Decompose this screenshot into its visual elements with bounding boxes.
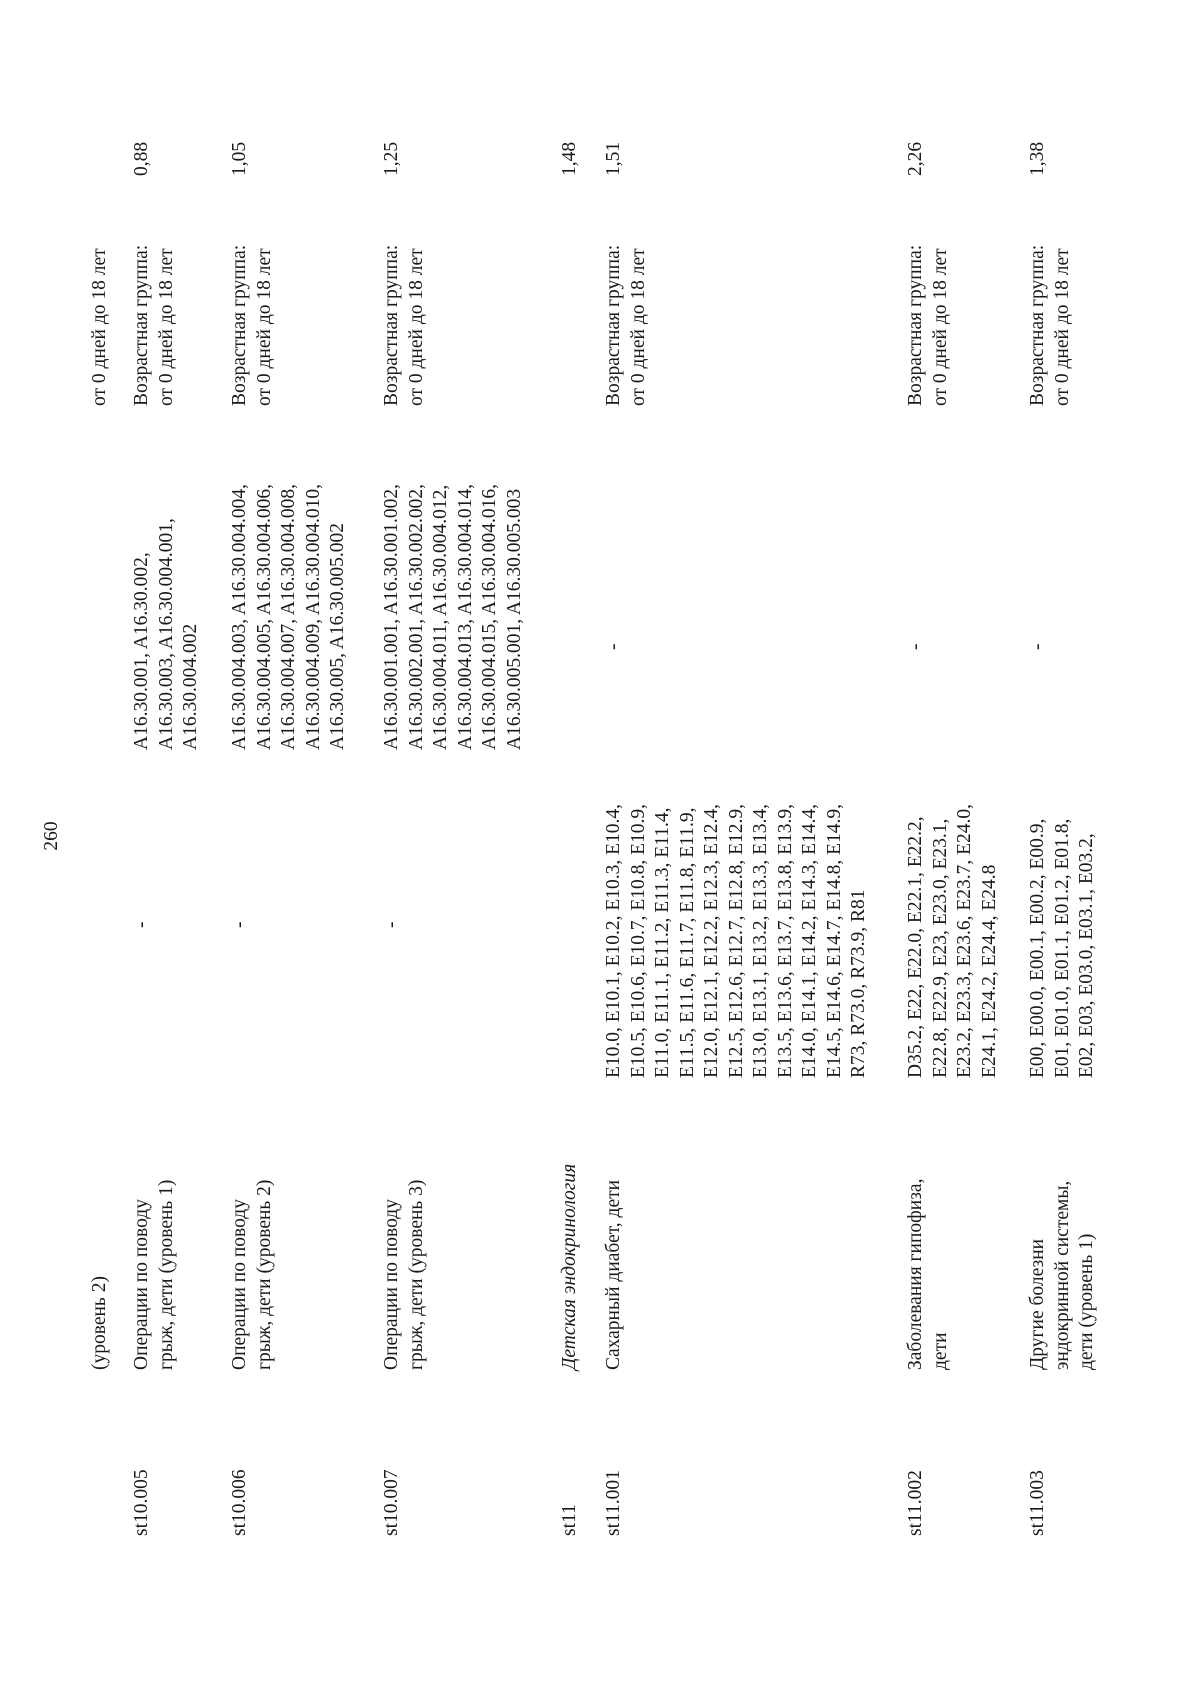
row-coefficient: 1,38 bbox=[1027, 141, 1048, 176]
row-services: - bbox=[1027, 643, 1048, 650]
row-criteria: Возрастная группа: от 0 дней до 18 лет bbox=[381, 244, 427, 406]
row-services: A16.30.004.003, A16.30.004.004, A16.30.004.005, A16.30.004.006, A16.30.004.007, A16.30.004.008, A16.30.004.009, A16.30.004.010, A16.30.005, A16.30.005.002 bbox=[229, 484, 348, 750]
row-criteria: Возрастная группа: от 0 дней до 18 лет bbox=[603, 244, 649, 406]
row-diagnoses: - bbox=[381, 921, 402, 928]
row-name: Операции по поводу грыж, дети (уровень 1) bbox=[131, 1179, 177, 1370]
row-coefficient: 0,88 bbox=[131, 141, 152, 176]
row-code: st11.002 bbox=[905, 1470, 926, 1536]
row-code: st11.003 bbox=[1027, 1470, 1048, 1536]
row-diagnoses: - bbox=[131, 921, 152, 928]
page-number: 260 bbox=[41, 821, 62, 851]
row-services: - bbox=[905, 643, 926, 650]
row-coefficient: 1,51 bbox=[603, 141, 624, 176]
row-code: st10.005 bbox=[131, 1469, 152, 1536]
row-diagnoses: - bbox=[229, 921, 250, 928]
row-diagnoses: E00, E00.0, E00.1, E00.2, E00.9, E01, E01.0, E01.1, E01.2, E01.8, E02, E03, E03.0, E03.1, E03.2, bbox=[1027, 818, 1097, 1078]
row-diagnoses: D35.2, E22, E22.0, E22.1, E22.2, E22.8, E22.9, E23, E23.0, E23.1, E23.2, E23.3, E23.6, E23.7, E24.0, E24.1, E24.2, E24.4, E24.8 bbox=[905, 803, 1000, 1078]
row-criteria: Возрастная группа: от 0 дней до 18 лет bbox=[1027, 244, 1073, 406]
row-coefficient: 1,25 bbox=[381, 141, 402, 176]
row-code: st10.006 bbox=[229, 1469, 250, 1536]
section-coefficient: 1,48 bbox=[559, 141, 580, 176]
continued-row-criteria: от 0 дней до 18 лет bbox=[89, 248, 110, 406]
row-criteria: Возрастная группа: от 0 дней до 18 лет bbox=[229, 244, 275, 406]
continued-row-name: (уровень 2) bbox=[89, 1276, 110, 1370]
row-name: Другие болезни эндокринной системы, дети (уровень 1) bbox=[1027, 1180, 1097, 1370]
row-code: st11.001 bbox=[603, 1470, 624, 1536]
row-coefficient: 1,05 bbox=[229, 141, 250, 176]
row-criteria: Возрастная группа: от 0 дней до 18 лет bbox=[905, 244, 951, 406]
row-name: Сахарный диабет, дети bbox=[603, 1179, 624, 1370]
row-name: Операции по поводу грыж, дети (уровень 2) bbox=[229, 1179, 275, 1370]
section-code: st11 bbox=[559, 1504, 580, 1536]
row-name: Операции по поводу грыж, дети (уровень 3) bbox=[381, 1179, 427, 1370]
row-diagnoses: E10.0, E10.1, E10.2, E10.3, E10.4, E10.5, E10.6, E10.7, E10.8, E10.9, E11.0, E11.1, E11.2, E11.3, E11.4, E11.5, E11.6, E11.7, E11.8, E11.9, E12.0, E12.1, E12.2, E12.3, E12.4, E12.5, E12.6, E12.7, E12.8, E12.9, E13.0, E13.1, E13.2, E13.3, E13.4, E13.5, E13.6, E13.7, E13.8, E13.9, E14.0, E14.1, E14.2, E14.3, E14.4, E14.5, E14.6, E14.7, E14.8, E14.9, R73, R73.0, R73.9, R81 bbox=[603, 803, 869, 1078]
row-code: st10.007 bbox=[381, 1469, 402, 1536]
row-services: - bbox=[603, 643, 624, 650]
row-services: A16.30.001.001, A16.30.001.002, A16.30.002.001, A16.30.002.002, A16.30.004.011, A16.30.004.012, A16.30.004.013, A16.30.004.014, A16.30.004.015, A16.30.004.016, A16.30.005.001, A16.30.005.003 bbox=[381, 484, 525, 750]
row-services: A16.30.001, A16.30.002, A16.30.003, A16.30.004.001, A16.30.004.002 bbox=[131, 518, 201, 750]
row-coefficient: 2,26 bbox=[905, 141, 926, 176]
row-criteria: Возрастная группа: от 0 дней до 18 лет bbox=[131, 244, 177, 406]
row-name: Заболевания гипофиза, дети bbox=[905, 1178, 951, 1370]
section-title: Детская эндокринология bbox=[559, 1163, 580, 1370]
